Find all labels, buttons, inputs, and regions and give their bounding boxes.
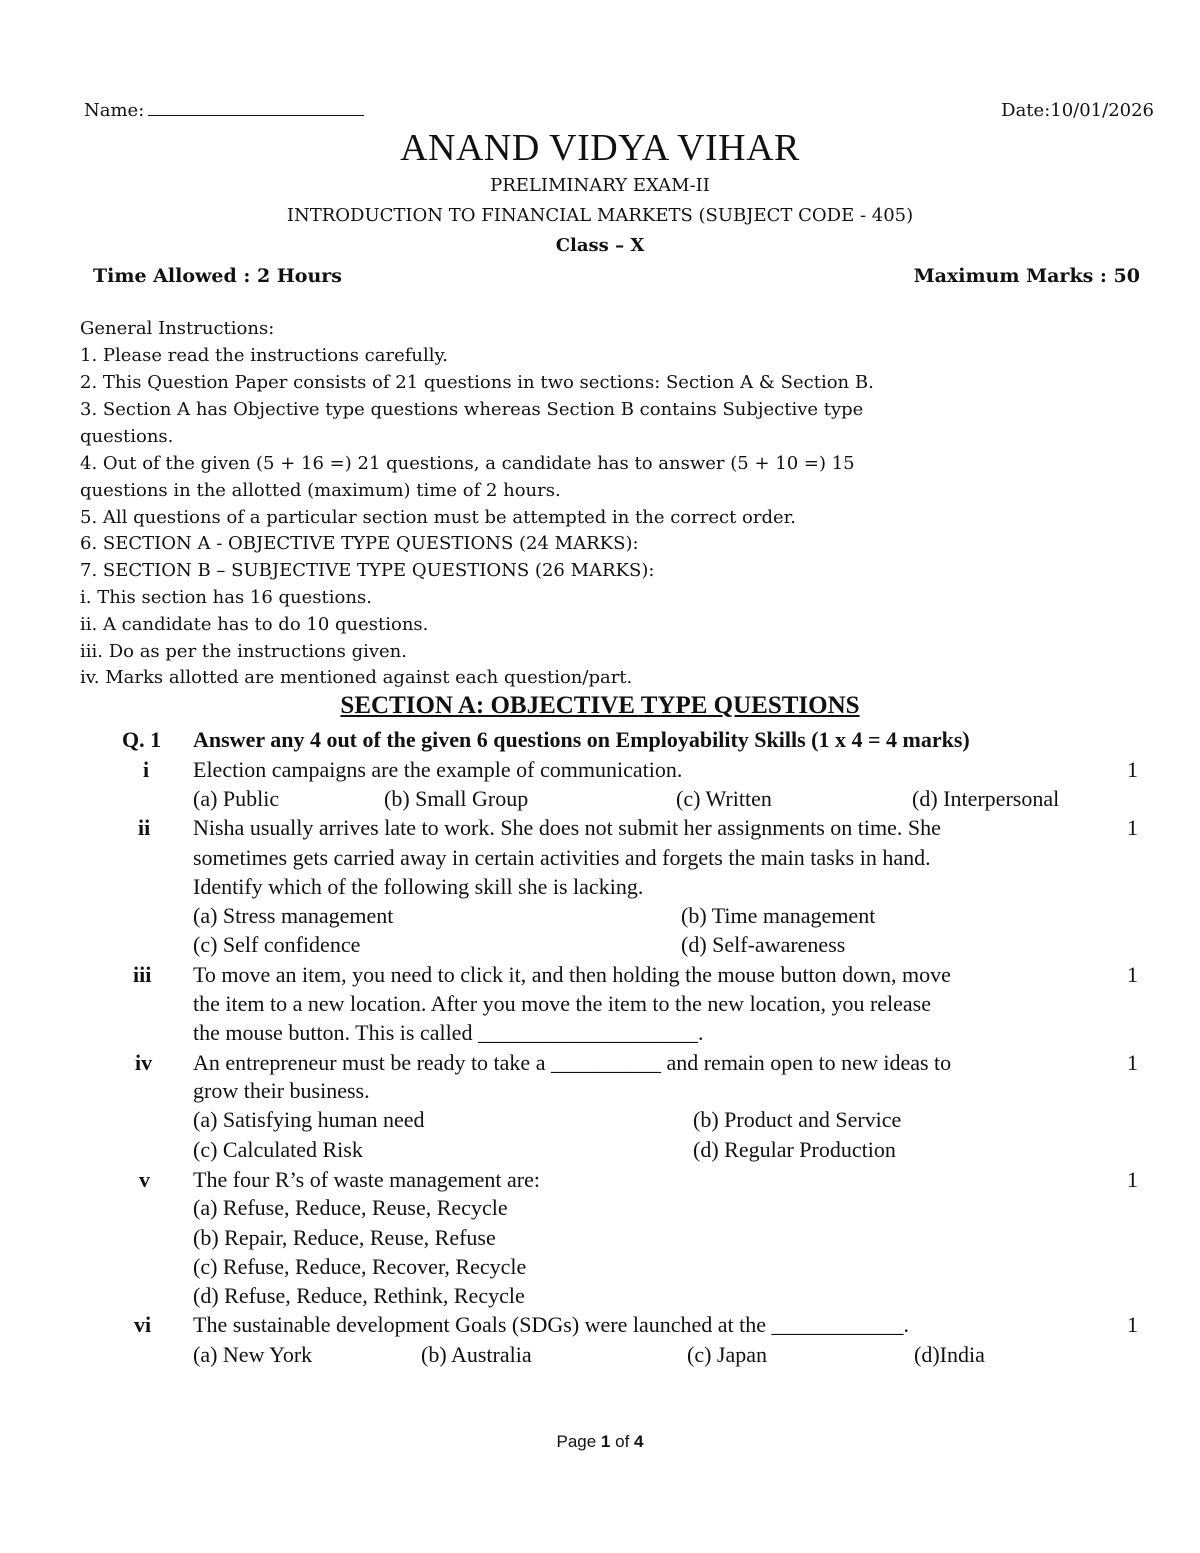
instruction-line: ii. A candidate has to do 10 questions. bbox=[80, 614, 429, 635]
question-mark: 1 bbox=[1127, 1167, 1138, 1192]
name-blank-line bbox=[148, 101, 364, 116]
question-mark: 1 bbox=[1127, 757, 1138, 782]
option: (b) Australia bbox=[421, 1342, 532, 1367]
instruction-line: 2. This Question Paper consists of 21 questions in two sections: Section A & Section B. bbox=[80, 372, 874, 393]
class-label: Class – X bbox=[555, 235, 645, 256]
page-total: 4 bbox=[634, 1432, 644, 1451]
question-text: the mouse button. This is called ____________________. bbox=[193, 1020, 704, 1045]
question-text: Election campaigns are the example of communication. bbox=[193, 757, 683, 782]
option: (b) Repair, Reduce, Reuse, Refuse bbox=[193, 1225, 496, 1250]
question-text: Nisha usually arrives late to work. She does not submit her assignments on time. She bbox=[193, 815, 941, 840]
option: (c) Written bbox=[676, 786, 772, 811]
name-field bbox=[84, 100, 364, 121]
time-allowed: Time Allowed : 2 Hours bbox=[93, 265, 342, 287]
question-text: The four R’s of waste management are: bbox=[193, 1167, 540, 1192]
subquestion-number: ii bbox=[138, 815, 151, 840]
school-name: ANAND VIDYA VIHAR bbox=[400, 127, 800, 169]
instruction-line: 7. SECTION B – SUBJECTIVE TYPE QUESTIONS (26 MARKS): bbox=[80, 560, 655, 581]
instruction-line: 6. SECTION A - OBJECTIVE TYPE QUESTIONS (24 MARKS): bbox=[80, 533, 639, 554]
page-number: 1 bbox=[600, 1432, 611, 1451]
question-text: The sustainable development Goals (SDGs) were launched at the ____________. bbox=[193, 1312, 910, 1337]
option: (d)India bbox=[914, 1342, 985, 1367]
option: (d) Refuse, Reduce, Rethink, Recycle bbox=[193, 1283, 525, 1308]
subject-title: INTRODUCTION TO FINANCIAL MARKETS (SUBJECT CODE - 405) bbox=[286, 205, 914, 226]
instruction-line: questions. bbox=[80, 426, 174, 447]
subquestion-number: i bbox=[143, 757, 150, 782]
instruction-line: questions in the allotted (maximum) time of 2 hours. bbox=[80, 480, 561, 501]
instruction-line: iii. Do as per the instructions given. bbox=[80, 641, 407, 662]
option: (a) Stress management bbox=[193, 903, 394, 928]
question-text: Identify which of the following skill she is lacking. bbox=[193, 874, 644, 899]
page-of-label: of bbox=[615, 1432, 630, 1451]
page-label: Page bbox=[556, 1432, 597, 1451]
option: (c) Japan bbox=[687, 1342, 768, 1367]
option: (d) Self-awareness bbox=[681, 932, 846, 957]
subquestion-number: vi bbox=[134, 1312, 152, 1337]
exam-date: Date:10/01/2026 bbox=[1001, 100, 1154, 121]
question-text: To move an item, you need to click it, and then holding the mouse button down, move bbox=[193, 962, 951, 987]
question-text: sometimes gets carried away in certain activities and forgets the main tasks in hand. bbox=[193, 845, 931, 870]
instruction-line: 4. Out of the given (5 + 16 =) 21 questions, a candidate has to answer (5 + 10 =) 15 bbox=[80, 453, 855, 474]
option: (b) Small Group bbox=[384, 786, 529, 811]
question-mark: 1 bbox=[1127, 962, 1138, 987]
question-mark: 1 bbox=[1127, 1312, 1138, 1337]
question-text: the item to a new location. After you move the item to the new location, you release bbox=[193, 991, 931, 1016]
exam-title: PRELIMINARY EXAM-II bbox=[490, 175, 710, 196]
question-heading: Answer any 4 out of the given 6 questions on Employability Skills (1 x 4 = 4 marks) bbox=[193, 727, 970, 752]
option: (c) Calculated Risk bbox=[193, 1137, 363, 1162]
instruction-line: 1. Please read the instructions carefully. bbox=[80, 345, 449, 366]
instruction-line: iv. Marks allotted are mentioned against each question/part. bbox=[80, 667, 633, 688]
subquestion-number: iii bbox=[133, 962, 152, 987]
subquestion-number: iv bbox=[135, 1050, 153, 1075]
question-mark: 1 bbox=[1127, 815, 1138, 840]
instruction-line: i. This section has 16 questions. bbox=[80, 587, 372, 608]
name-label: Name: bbox=[84, 100, 145, 121]
subquestion-number: v bbox=[139, 1167, 150, 1192]
instruction-line: General Instructions: bbox=[80, 318, 275, 339]
option: (a) New York bbox=[193, 1342, 313, 1367]
section-a-title: SECTION A: OBJECTIVE TYPE QUESTIONS bbox=[340, 692, 860, 719]
option: (c) Refuse, Reduce, Recover, Recycle bbox=[193, 1254, 527, 1279]
option: (b) Product and Service bbox=[693, 1107, 902, 1132]
question-text: grow their business. bbox=[193, 1078, 370, 1103]
option: (d) Regular Production bbox=[693, 1137, 896, 1162]
option: (a) Refuse, Reduce, Reuse, Recycle bbox=[193, 1195, 508, 1220]
instruction-line: 5. All questions of a particular section must be attempted in the correct order. bbox=[80, 507, 797, 528]
maximum-marks: Maximum Marks : 50 bbox=[913, 265, 1140, 287]
option: (a) Satisfying human need bbox=[193, 1107, 425, 1132]
option: (b) Time management bbox=[681, 903, 876, 928]
instruction-line: 3. Section A has Objective type questions whereas Section B contains Subjective type bbox=[80, 399, 864, 420]
question-text: An entrepreneur must be ready to take a __________ and remain open to new ideas to bbox=[193, 1050, 952, 1075]
question-number: Q. 1 bbox=[122, 727, 162, 752]
question-mark: 1 bbox=[1127, 1050, 1138, 1075]
page-footer bbox=[0, 1432, 1200, 1452]
option: (d) Interpersonal bbox=[912, 786, 1060, 811]
option: (c) Self confidence bbox=[193, 932, 361, 957]
option: (a) Public bbox=[193, 786, 280, 811]
